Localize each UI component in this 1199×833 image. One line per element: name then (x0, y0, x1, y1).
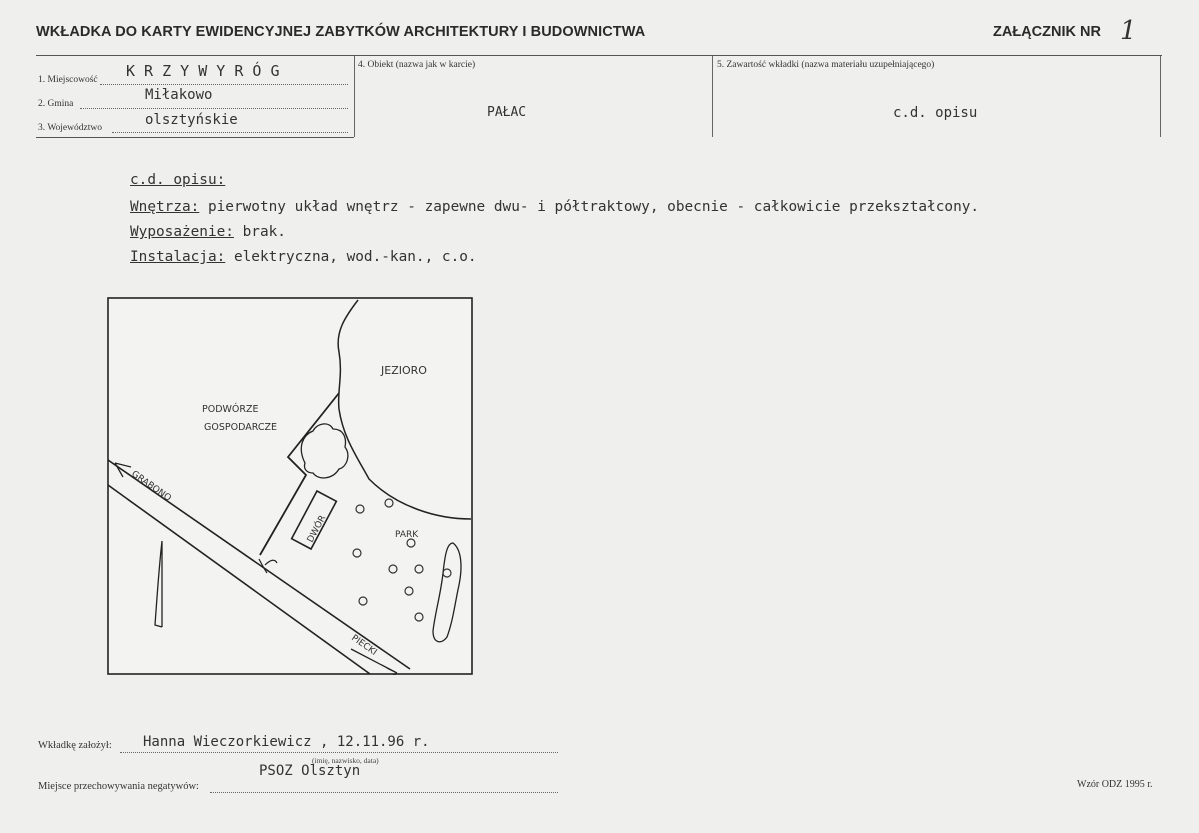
voivodeship-dotted-line (112, 132, 348, 133)
column-divider-1 (354, 56, 355, 137)
created-by-value: Hanna Wieczorkiewicz , 12.11.96 r. (143, 734, 430, 750)
label-lake: JEZIORO (381, 364, 427, 377)
column-divider-3 (1160, 56, 1161, 137)
negatives-dotted-line (210, 792, 558, 793)
term-interiors: Wnętrza: (130, 199, 200, 215)
description-heading: c.d. opisu: (130, 172, 226, 188)
text-interiors: pierwotny układ wnętrz - zapewne dwu- i półtraktowy, obecnie - całkowicie przekształcony. (199, 199, 980, 215)
place-label: 1. Miejscowość (38, 75, 98, 85)
label-road-piecki: PIECKI (349, 633, 379, 658)
created-by-dotted-line (120, 752, 558, 753)
negatives-location-label: Miejsce przechowywania negatywów: (38, 781, 199, 792)
description-line-furnishing (130, 224, 286, 240)
place-value: K R Z Y W Y R Ó G (126, 62, 280, 80)
place-dotted-line (100, 84, 348, 85)
commune-label: 2. Gmina (38, 99, 74, 109)
column-divider-2 (712, 56, 713, 137)
header-rule (36, 55, 1162, 56)
term-furnishing: Wyposażenie: (130, 224, 234, 240)
commune-value: Miłakowo (145, 87, 213, 103)
site-plan-sketch (107, 297, 473, 675)
negatives-location-value: PSOZ Olsztyn (259, 763, 361, 779)
description-line-installation (130, 249, 477, 265)
voivodeship-label: 3. Województwo (38, 123, 102, 133)
commune-dotted-line (80, 108, 348, 109)
voivodeship-value: olsztyńskie (145, 112, 238, 128)
insert-content-label: 5. Zawartość wkładki (nazwa materiału uzupełniającego) (717, 60, 935, 70)
object-label: 4. Obiekt (nazwa jak w karcie) (358, 60, 476, 70)
label-road-grabono: GRABONO (129, 469, 173, 504)
text-installation: elektryczna, wod.-kan., c.o. (225, 249, 477, 265)
insert-content-value: c.d. opisu (893, 105, 978, 121)
created-by-hint: (imię, nazwisko, data) (312, 756, 379, 765)
attachment-number: 1 (1120, 16, 1137, 46)
created-by-label: Wkładkę założył: (38, 740, 112, 751)
label-farmyard-2: GOSPODARCZE (204, 422, 277, 433)
label-manor: DWÓR (305, 513, 329, 545)
text-furnishing: brak. (233, 224, 286, 240)
description-line-interiors (130, 199, 979, 215)
form-code: Wzór ODZ 1995 r. (1077, 779, 1153, 790)
form-title: WKŁADKA DO KARTY EWIDENCYJNEJ ZABYTKÓW ARCHITEKTURY I BUDOWNICTWA (36, 24, 646, 40)
label-park: PARK (395, 530, 419, 540)
location-bottom-rule (36, 137, 354, 138)
term-installation: Instalacja: (130, 249, 226, 265)
object-value: PAŁAC (487, 105, 527, 120)
attachment-label: ZAŁĄCZNIK NR (993, 24, 1101, 40)
label-farmyard-1: PODWÓRZE (202, 404, 259, 415)
